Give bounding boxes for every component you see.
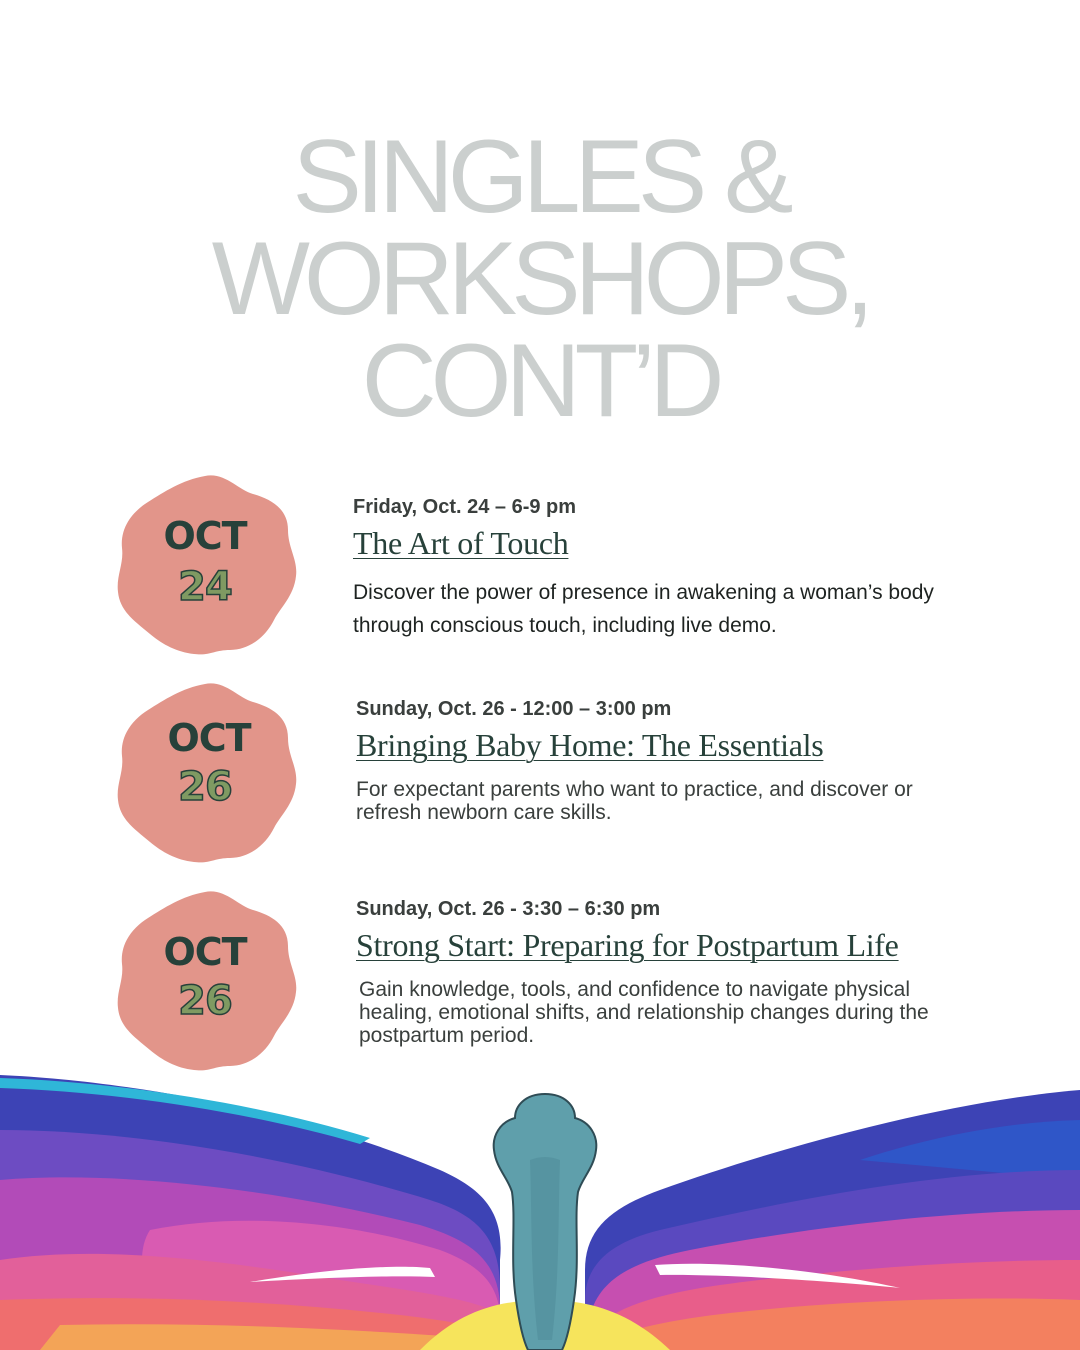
date-badge-1	[110, 468, 300, 658]
page-title	[0, 119, 1080, 439]
title-line-2: WORKSHOPS,	[211, 221, 869, 337]
event-title-link[interactable]: Strong Start: Preparing for Postpartum Life	[356, 927, 899, 963]
badge-day: 26	[178, 978, 232, 1024]
event-datetime: Friday, Oct. 24 – 6-9 pm	[353, 496, 577, 518]
date-badge-2	[110, 676, 300, 866]
badge-shape	[110, 468, 300, 658]
event-description: For expectant parents who want to practice, and discover or refresh newborn care skills.	[356, 778, 913, 824]
title-line-3: CONT’D	[361, 323, 719, 439]
event-datetime: Sunday, Oct. 26 - 12:00 – 3:00 pm	[356, 698, 672, 720]
dragonfly-illustration	[0, 1060, 1080, 1350]
badge-day: 24	[178, 564, 232, 610]
event-title-link[interactable]: The Art of Touch	[353, 525, 569, 561]
title-line-1: SINGLES &	[292, 119, 788, 235]
event-description: Gain knowledge, tools, and confidence to navigate physical healing, emotional shifts, and relationship changes during the postpartum period.	[359, 978, 929, 1047]
badge-month: OCT	[167, 716, 251, 760]
date-badge-3	[110, 884, 300, 1074]
event-datetime: Sunday, Oct. 26 - 3:30 – 6:30 pm	[356, 898, 661, 920]
event-title-link[interactable]: Bringing Baby Home: The Essentials	[356, 727, 824, 763]
event-1	[353, 496, 993, 642]
event-description: Discover the power of presence in awakening a woman’s body through conscious touch, including live demo.	[353, 581, 934, 637]
badge-month: OCT	[163, 930, 247, 974]
event-2	[356, 698, 1016, 824]
badge-day: 26	[178, 764, 232, 810]
event-3	[356, 898, 1056, 1047]
badge-month: OCT	[163, 514, 247, 558]
